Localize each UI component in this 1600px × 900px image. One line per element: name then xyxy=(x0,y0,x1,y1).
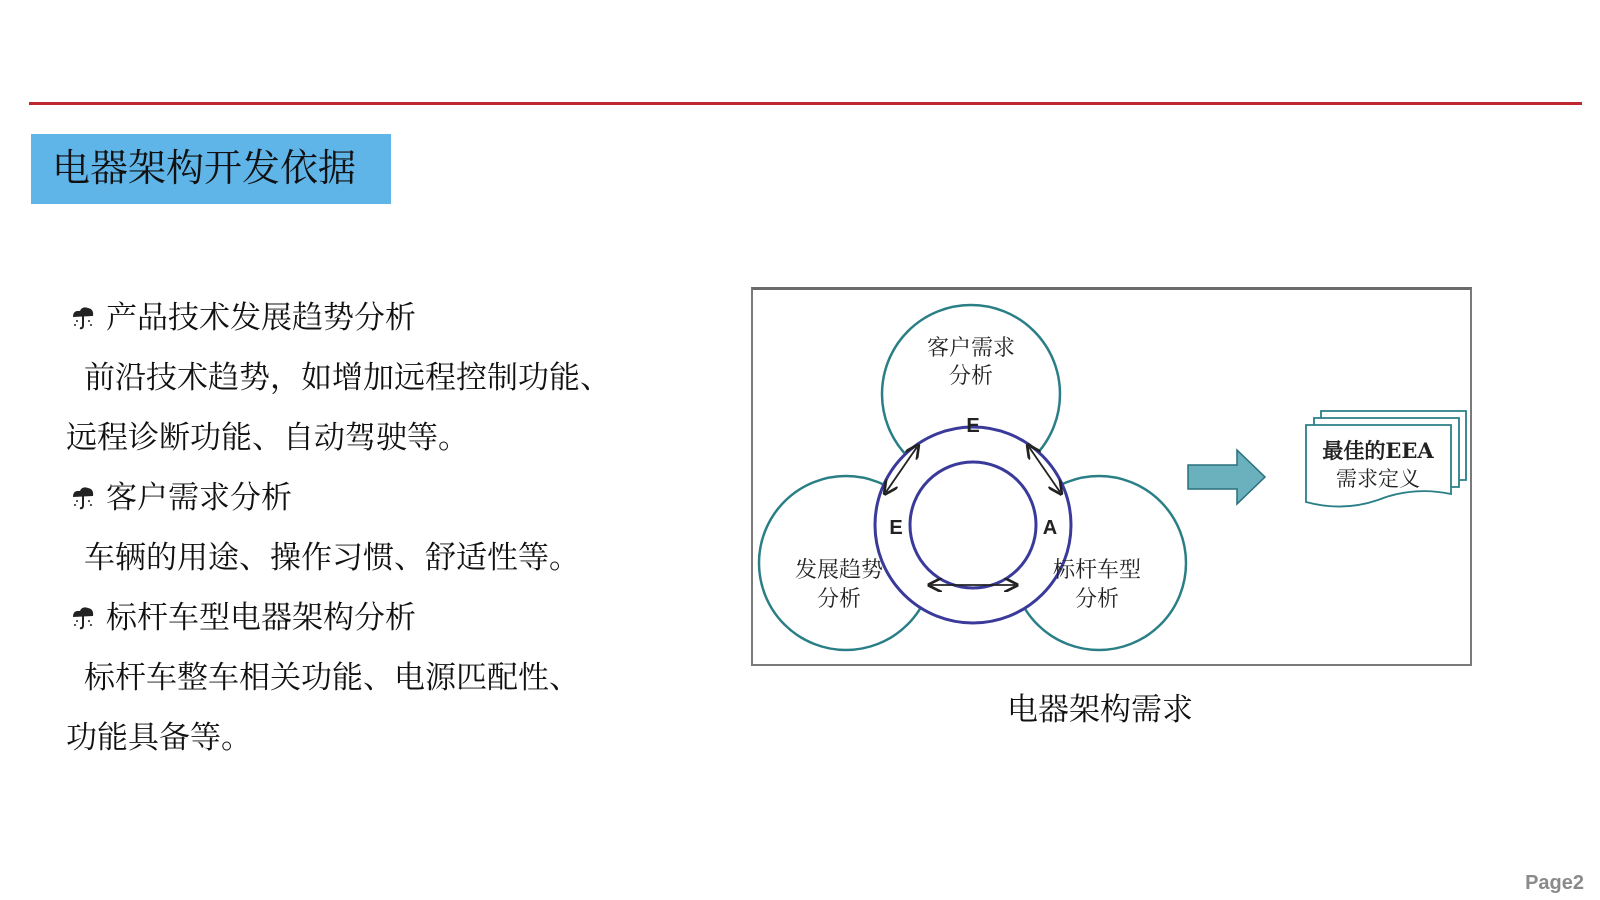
block-arrow-right-icon xyxy=(1188,450,1265,504)
output-doc-label-2: 需求定义 xyxy=(1336,467,1420,491)
output-doc-label-1: 最佳的EEA xyxy=(1322,438,1434,463)
top-circle-label-2: 分析 xyxy=(948,364,994,389)
center-ring-inner xyxy=(910,462,1036,588)
bullet-heading-trend xyxy=(66,288,686,348)
right-circle-label-1: 标杆车型 xyxy=(1052,558,1142,583)
section-line: 功能具备等。 xyxy=(66,720,252,756)
ring-letter-left: E xyxy=(889,517,903,539)
page-number: Page2 xyxy=(1525,872,1584,894)
bullet-list xyxy=(66,288,686,768)
slide-title: 电器架构开发依据 xyxy=(52,146,357,190)
right-circle-label-2: 分析 xyxy=(1074,587,1120,612)
rain-cloud-icon xyxy=(68,483,98,513)
ring-letter-top: E xyxy=(966,415,980,437)
section-heading: 标杆车型电器架构分析 xyxy=(106,600,416,636)
rain-cloud-icon xyxy=(68,303,98,333)
eea-requirements-diagram xyxy=(751,287,1472,666)
bullet-heading-customer xyxy=(66,468,686,528)
left-circle-label-1: 发展趋势 xyxy=(794,558,884,583)
section-line: 标杆车整车相关功能、电源匹配性、 xyxy=(84,660,580,696)
top-rule xyxy=(29,102,1582,105)
section-line: 远程诊断功能、自动驾驶等。 xyxy=(66,420,469,456)
section-heading: 产品技术发展趋势分析 xyxy=(106,300,416,336)
section-heading: 客户需求分析 xyxy=(106,480,292,516)
left-circle-label-2: 分析 xyxy=(816,587,862,612)
slide-title-box xyxy=(31,134,391,204)
section-line: 前沿技术趋势，如增加远程控制功能、 xyxy=(84,360,611,396)
ring-letter-right: A xyxy=(1042,517,1058,539)
top-circle-label-1: 客户需求 xyxy=(926,336,1016,361)
diagram-canvas xyxy=(753,290,1470,664)
diagram-caption: 电器架构需求 xyxy=(1007,692,1193,728)
section-line: 车辆的用途、操作习惯、舒适性等。 xyxy=(84,540,580,576)
rain-cloud-icon xyxy=(68,603,98,633)
bullet-heading-benchmark xyxy=(66,588,686,648)
